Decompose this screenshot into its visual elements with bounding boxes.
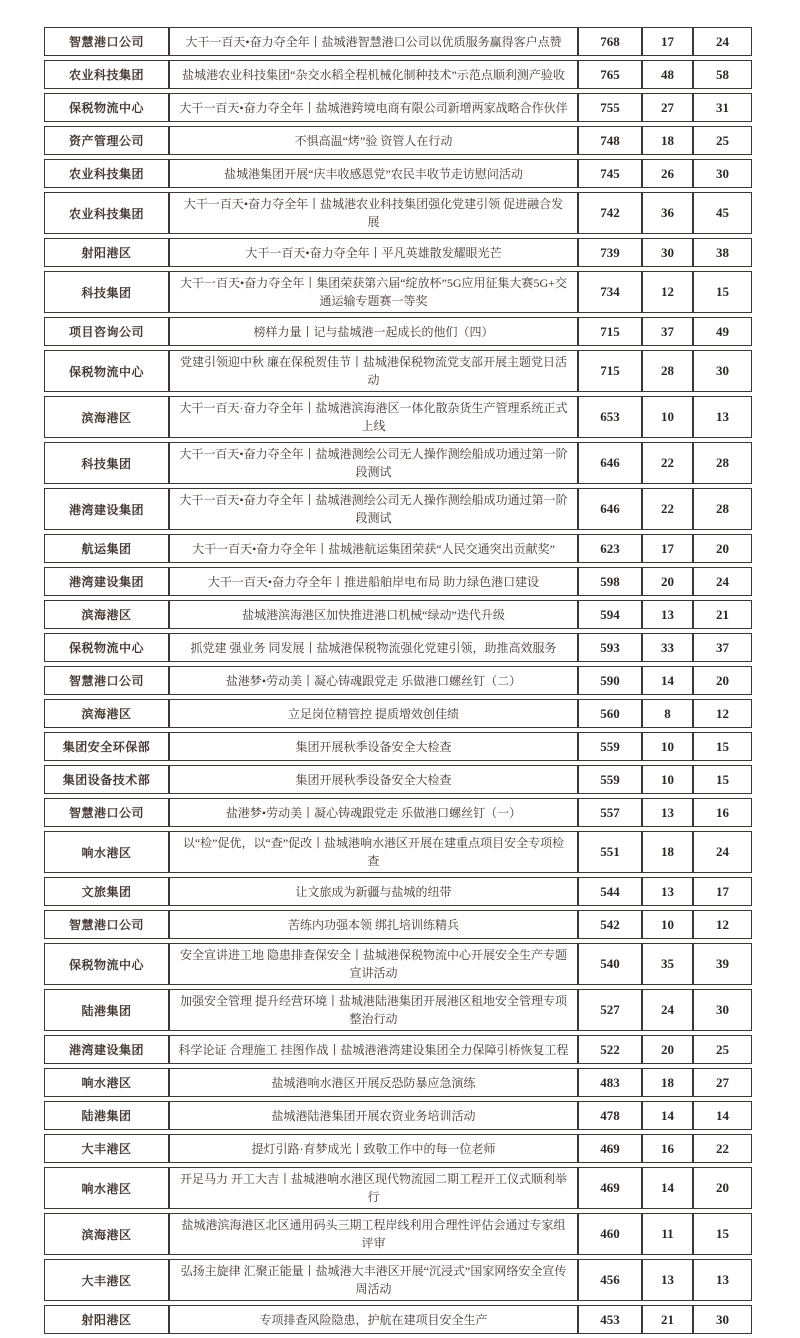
table-row [44, 1259, 752, 1301]
table-row [44, 567, 752, 596]
table-row [44, 192, 752, 234]
metric-2-cell: 13 [642, 1259, 693, 1301]
article-title-cell: 大干一百天•奋力夺全年丨盐城港测绘公司无人操作测绘船成功通过第一阶段测试 [169, 488, 578, 530]
article-title-cell: 大干一百天•奋力夺全年丨平凡英雄散发耀眼光芒 [169, 238, 578, 267]
table-row [44, 910, 752, 939]
metric-3-cell: 13 [693, 396, 752, 438]
table-row [44, 271, 752, 313]
org-name-cell: 滨海港区 [44, 1213, 169, 1255]
metric-3-cell: 25 [693, 1035, 752, 1064]
article-title-cell: 集团开展秋季设备安全大检查 [169, 765, 578, 794]
org-name-cell: 滨海港区 [44, 699, 169, 728]
org-name-cell: 港湾建设集团 [44, 488, 169, 530]
metric-1-cell: 745 [578, 159, 642, 188]
metric-1-cell: 551 [578, 831, 642, 873]
article-title-cell: 科学论证 合理施工 挂图作战丨盐城港港湾建设集团全力保障引桥恢复工程 [169, 1035, 578, 1064]
metric-2-cell: 12 [642, 271, 693, 313]
metric-2-cell: 13 [642, 600, 693, 629]
metric-3-cell: 30 [693, 350, 752, 392]
metric-3-cell: 38 [693, 238, 752, 267]
org-name-cell: 智慧港口公司 [44, 910, 169, 939]
article-title-cell: 大干一百天•奋力夺全年丨盐城港农业科技集团强化党建引领 促进融合发展 [169, 192, 578, 234]
metric-2-cell: 30 [642, 238, 693, 267]
metric-3-cell: 58 [693, 60, 752, 89]
metric-3-cell: 16 [693, 798, 752, 827]
article-title-cell: 大干一百天•奋力夺全年丨集团荣获第六届“绽放杯”5G应用征集大赛5G+交通运输专题赛一等奖 [169, 271, 578, 313]
table-row [44, 396, 752, 438]
table-row [44, 534, 752, 563]
table-row [44, 831, 752, 873]
metric-1-cell: 739 [578, 238, 642, 267]
table-row [44, 1101, 752, 1130]
table-row [44, 1213, 752, 1255]
table-row [44, 126, 752, 155]
metric-1-cell: 522 [578, 1035, 642, 1064]
org-name-cell: 资产管理公司 [44, 126, 169, 155]
metric-1-cell: 483 [578, 1068, 642, 1097]
metric-2-cell: 33 [642, 633, 693, 662]
table-row [44, 317, 752, 346]
metric-3-cell: 24 [693, 27, 752, 56]
metric-2-cell: 18 [642, 831, 693, 873]
org-name-cell: 智慧港口公司 [44, 666, 169, 695]
org-name-cell: 航运集团 [44, 534, 169, 563]
metric-3-cell: 15 [693, 1213, 752, 1255]
metric-2-cell: 10 [642, 732, 693, 761]
org-name-cell: 射阳港区 [44, 238, 169, 267]
metric-2-cell: 22 [642, 488, 693, 530]
metric-1-cell: 557 [578, 798, 642, 827]
table-row [44, 238, 752, 267]
metric-2-cell: 35 [642, 943, 693, 985]
org-name-cell: 保税物流中心 [44, 943, 169, 985]
metric-1-cell: 544 [578, 877, 642, 906]
metric-1-cell: 734 [578, 271, 642, 313]
article-title-cell: 抓党建 强业务 同发展丨盐城港保税物流强化党建引领，助推高效服务 [169, 633, 578, 662]
metric-3-cell: 49 [693, 317, 752, 346]
org-name-cell: 项目咨询公司 [44, 317, 169, 346]
article-title-cell: 苦练内功强本领 绑扎培训练精兵 [169, 910, 578, 939]
article-title-cell: 盐城港滨海港区加快推进港口机械“绿动”迭代升级 [169, 600, 578, 629]
metric-3-cell: 37 [693, 633, 752, 662]
table-row [44, 798, 752, 827]
metric-3-cell: 28 [693, 442, 752, 484]
metric-1-cell: 646 [578, 442, 642, 484]
metric-1-cell: 765 [578, 60, 642, 89]
metric-1-cell: 768 [578, 27, 642, 56]
org-name-cell: 保税物流中心 [44, 633, 169, 662]
org-name-cell: 港湾建设集团 [44, 567, 169, 596]
metric-2-cell: 10 [642, 765, 693, 794]
metric-2-cell: 11 [642, 1213, 693, 1255]
metric-3-cell: 30 [693, 989, 752, 1031]
table-row [44, 1134, 752, 1163]
metric-1-cell: 748 [578, 126, 642, 155]
table-row [44, 989, 752, 1031]
metric-1-cell: 594 [578, 600, 642, 629]
article-title-cell: 大干一百天•奋力夺全年丨盐城港航运集团荣获“人民交通突出贡献奖” [169, 534, 578, 563]
article-title-cell: 大干一百天•奋力夺全年丨盐城港智慧港口公司以优质服务赢得客户点赞 [169, 27, 578, 56]
metric-3-cell: 17 [693, 877, 752, 906]
metric-3-cell: 20 [693, 1167, 752, 1209]
metric-2-cell: 22 [642, 442, 693, 484]
metric-3-cell: 22 [693, 1134, 752, 1163]
article-title-cell: 盐城港滨海港区北区通用码头三期工程岸线利用合理性评估会通过专家组评审 [169, 1213, 578, 1255]
org-name-cell: 智慧港口公司 [44, 27, 169, 56]
metric-1-cell: 527 [578, 989, 642, 1031]
metric-3-cell: 15 [693, 732, 752, 761]
metric-1-cell: 542 [578, 910, 642, 939]
article-title-cell: 弘扬主旋律 汇聚正能量丨盐城港大丰港区开展“沉浸式”国家网络安全宣传周活动 [169, 1259, 578, 1301]
org-name-cell: 响水港区 [44, 1068, 169, 1097]
article-title-cell: 盐城港响水港区开展反恐防暴应急演练 [169, 1068, 578, 1097]
table-row [44, 666, 752, 695]
article-title-cell: 盐港梦•劳动美丨凝心铸魂跟党走 乐做港口螺丝钉（二） [169, 666, 578, 695]
metric-2-cell: 14 [642, 1101, 693, 1130]
table-row [44, 633, 752, 662]
org-name-cell: 大丰港区 [44, 1134, 169, 1163]
org-name-cell: 保税物流中心 [44, 350, 169, 392]
metric-1-cell: 598 [578, 567, 642, 596]
metric-1-cell: 715 [578, 317, 642, 346]
metric-2-cell: 27 [642, 93, 693, 122]
metric-1-cell: 755 [578, 93, 642, 122]
metric-1-cell: 478 [578, 1101, 642, 1130]
table-row [44, 442, 752, 484]
metric-2-cell: 18 [642, 126, 693, 155]
metric-1-cell: 646 [578, 488, 642, 530]
table-row [44, 943, 752, 985]
article-title-cell: 党建引领迎中秋 廉在保税贺佳节丨盐城港保税物流党支部开展主题党日活动 [169, 350, 578, 392]
metric-3-cell: 31 [693, 93, 752, 122]
metric-2-cell: 20 [642, 1035, 693, 1064]
table-row [44, 488, 752, 530]
table-row [44, 1068, 752, 1097]
metric-1-cell: 540 [578, 943, 642, 985]
table-row [44, 350, 752, 392]
article-title-cell: 不惧高温“烤”验 资管人在行动 [169, 126, 578, 155]
table-row [44, 600, 752, 629]
metric-2-cell: 14 [642, 1167, 693, 1209]
org-name-cell: 滨海港区 [44, 600, 169, 629]
article-title-cell: 盐城港集团开展“庆丰收感恩党”农民丰收节走访慰问活动 [169, 159, 578, 188]
metric-2-cell: 21 [642, 1305, 693, 1334]
metric-2-cell: 48 [642, 60, 693, 89]
metric-2-cell: 10 [642, 396, 693, 438]
report-table-body [44, 27, 752, 1334]
org-name-cell: 射阳港区 [44, 1305, 169, 1334]
org-name-cell: 农业科技集团 [44, 159, 169, 188]
org-name-cell: 滨海港区 [44, 396, 169, 438]
article-title-cell: 以“检”促优，以“查”促改丨盐城港响水港区开展在建重点项目安全专项检查 [169, 831, 578, 873]
org-name-cell: 大丰港区 [44, 1259, 169, 1301]
media-report-table [44, 23, 752, 1338]
org-name-cell: 科技集团 [44, 271, 169, 313]
org-name-cell: 科技集团 [44, 442, 169, 484]
metric-3-cell: 30 [693, 159, 752, 188]
metric-3-cell: 24 [693, 831, 752, 873]
table-row [44, 1167, 752, 1209]
article-title-cell: 让文旅成为新疆与盐城的纽带 [169, 877, 578, 906]
metric-1-cell: 559 [578, 765, 642, 794]
org-name-cell: 保税物流中心 [44, 93, 169, 122]
article-title-cell: 安全宣讲进工地 隐患排查保安全丨盐城港保税物流中心开展安全生产专题宣讲活动 [169, 943, 578, 985]
org-name-cell: 港湾建设集团 [44, 1035, 169, 1064]
table-row [44, 93, 752, 122]
metric-2-cell: 14 [642, 666, 693, 695]
article-title-cell: 大干一百天·奋力夺全年丨盐城港滨海港区一体化散杂货生产管理系统正式上线 [169, 396, 578, 438]
metric-1-cell: 593 [578, 633, 642, 662]
metric-2-cell: 37 [642, 317, 693, 346]
metric-2-cell: 18 [642, 1068, 693, 1097]
metric-1-cell: 623 [578, 534, 642, 563]
metric-2-cell: 17 [642, 534, 693, 563]
metric-3-cell: 21 [693, 600, 752, 629]
metric-1-cell: 456 [578, 1259, 642, 1301]
metric-2-cell: 13 [642, 798, 693, 827]
article-title-cell: 加强安全管理 提升经营环境丨盐城港陆港集团开展港区租地安全管理专项整治行动 [169, 989, 578, 1031]
table-row [44, 732, 752, 761]
metric-3-cell: 15 [693, 271, 752, 313]
table-row [44, 159, 752, 188]
org-name-cell: 农业科技集团 [44, 192, 169, 234]
metric-2-cell: 13 [642, 877, 693, 906]
article-title-cell: 专项排查风险隐患，护航在建项目安全生产 [169, 1305, 578, 1334]
metric-1-cell: 469 [578, 1167, 642, 1209]
metric-3-cell: 13 [693, 1259, 752, 1301]
metric-2-cell: 36 [642, 192, 693, 234]
metric-1-cell: 742 [578, 192, 642, 234]
org-name-cell: 文旅集团 [44, 877, 169, 906]
article-title-cell: 盐城港农业科技集团“杂交水稻全程机械化制种技术”示范点顺利测产验收 [169, 60, 578, 89]
article-title-cell: 大干一百天•奋力夺全年丨盐城港测绘公司无人操作测绘船成功通过第一阶段测试 [169, 442, 578, 484]
metric-3-cell: 14 [693, 1101, 752, 1130]
metric-2-cell: 16 [642, 1134, 693, 1163]
metric-3-cell: 12 [693, 699, 752, 728]
metric-2-cell: 26 [642, 159, 693, 188]
metric-3-cell: 28 [693, 488, 752, 530]
table-row [44, 699, 752, 728]
article-title-cell: 盐城港陆港集团开展农资业务培训活动 [169, 1101, 578, 1130]
metric-2-cell: 28 [642, 350, 693, 392]
metric-1-cell: 460 [578, 1213, 642, 1255]
article-title-cell: 提灯引路·育梦成光丨致敬工作中的每一位老师 [169, 1134, 578, 1163]
metric-1-cell: 653 [578, 396, 642, 438]
metric-1-cell: 469 [578, 1134, 642, 1163]
org-name-cell: 农业科技集团 [44, 60, 169, 89]
metric-2-cell: 10 [642, 910, 693, 939]
metric-2-cell: 17 [642, 27, 693, 56]
org-name-cell: 响水港区 [44, 1167, 169, 1209]
metric-3-cell: 12 [693, 910, 752, 939]
org-name-cell: 集团安全环保部 [44, 732, 169, 761]
metric-3-cell: 45 [693, 192, 752, 234]
article-title-cell: 榜样力量丨记与盐城港一起成长的他们（四） [169, 317, 578, 346]
table-row [44, 60, 752, 89]
org-name-cell: 陆港集团 [44, 1101, 169, 1130]
org-name-cell: 集团设备技术部 [44, 765, 169, 794]
table-row [44, 877, 752, 906]
table-row [44, 27, 752, 56]
metric-1-cell: 590 [578, 666, 642, 695]
metric-3-cell: 20 [693, 666, 752, 695]
metric-3-cell: 24 [693, 567, 752, 596]
org-name-cell: 响水港区 [44, 831, 169, 873]
article-title-cell: 集团开展秋季设备安全大检查 [169, 732, 578, 761]
metric-3-cell: 25 [693, 126, 752, 155]
metric-3-cell: 39 [693, 943, 752, 985]
metric-3-cell: 27 [693, 1068, 752, 1097]
article-title-cell: 大干一百天•奋力夺全年丨盐城港跨境电商有限公司新增两家战略合作伙伴 [169, 93, 578, 122]
metric-3-cell: 30 [693, 1305, 752, 1334]
metric-2-cell: 24 [642, 989, 693, 1031]
metric-1-cell: 559 [578, 732, 642, 761]
article-title-cell: 大干一百天•奋力夺全年丨推进船舶岸电布局 助力绿色港口建设 [169, 567, 578, 596]
table-row [44, 1035, 752, 1064]
article-title-cell: 开足马力 开工大吉丨盐城港响水港区现代物流园二期工程开工仪式顺利举行 [169, 1167, 578, 1209]
metric-2-cell: 20 [642, 567, 693, 596]
article-title-cell: 立足岗位精管控 提质增效创佳绩 [169, 699, 578, 728]
org-name-cell: 陆港集团 [44, 989, 169, 1031]
metric-3-cell: 15 [693, 765, 752, 794]
metric-1-cell: 453 [578, 1305, 642, 1334]
metric-3-cell: 20 [693, 534, 752, 563]
table-row [44, 765, 752, 794]
metric-2-cell: 8 [642, 699, 693, 728]
article-title-cell: 盐港梦•劳动美丨凝心铸魂跟党走 乐做港口螺丝钉（一） [169, 798, 578, 827]
table-row [44, 1305, 752, 1334]
metric-1-cell: 715 [578, 350, 642, 392]
metric-1-cell: 560 [578, 699, 642, 728]
org-name-cell: 智慧港口公司 [44, 798, 169, 827]
